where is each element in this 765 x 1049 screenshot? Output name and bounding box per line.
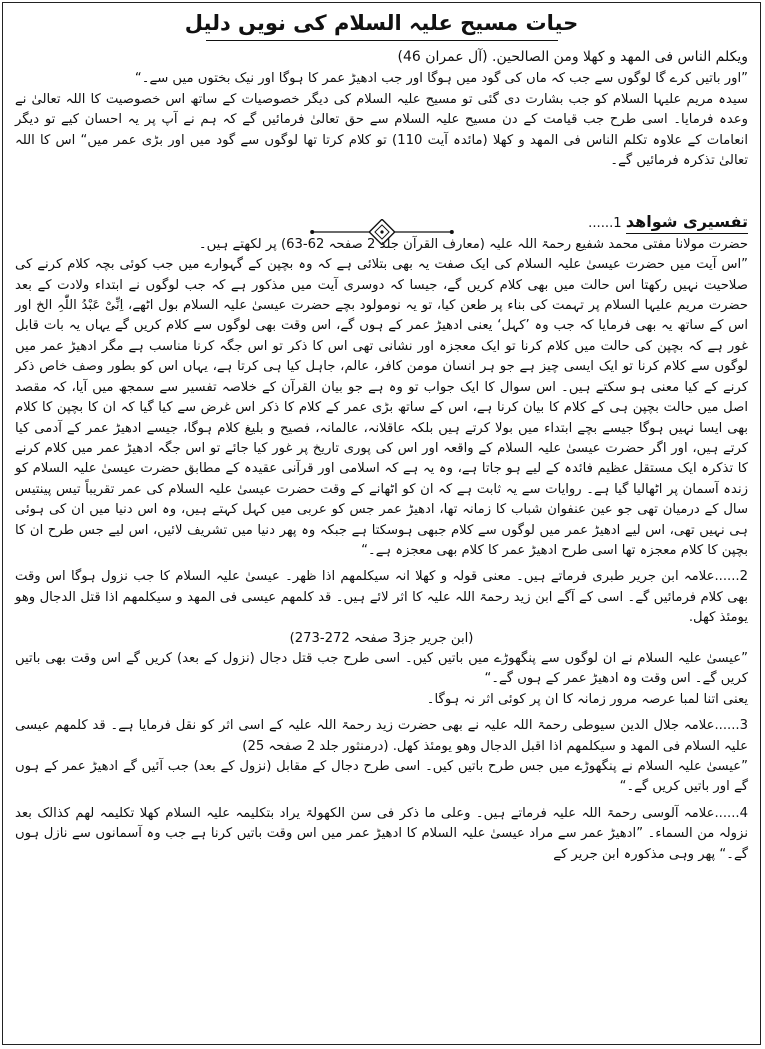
item2-note: یعنی اتنا لمبا عرصہ مرور زمانہ کا ان پر کوئی اثر نہ ہوگا۔	[426, 691, 748, 707]
item3-paragraph	[15, 716, 748, 757]
item2-number: 2......	[714, 569, 748, 585]
item1-number: 1......	[588, 216, 622, 232]
item1-intro: حضرت مولانا مفتی محمد شفیع رحمۃ اللہ علیہ (معارف القرآن جلد 2 صفحہ 62-63) پر لکھتے ہیں۔	[198, 236, 748, 252]
item4-text: علامہ آلوسی رحمۃ اللہ علیہ فرماتے ہیں۔ وعلی ما ذکر فی سن الکھولۃ یراد بتکلیمہ علیہ السلام کھلا تکلیمہ لھم کذالک بعد نزولہ من السماء۔ ”ادھیڑ عمر سے مراد عیسیٰ علیہ السلام کا ادھیڑ عمر میں اس وقت باتیں کرنا ہے جب وہ آسمانوں سے نازل ہوں گے۔“ پھر وہی مذکورہ ابن جریر کے	[15, 805, 748, 862]
document-body	[15, 47, 748, 865]
section-heading: تفسیری شواھد	[626, 211, 748, 234]
item4-number: 4......	[714, 805, 748, 821]
item2-text: علامہ ابن جریر طبری فرماتے ہیں۔ معنی قولہ و کھلا انہ سیکلمھم اذا ظھر۔ عیسیٰ علیہ السلام کا جب نزول ہوگا اس وقت بھی کلام فرمائیں گے۔ اسی کے آگے ابن زید رحمۃ اللہ علیہ کا اثر لائے ہیں۔ قد کلمھم عیسی فی المھد و سیکلمھم اذا قتل الدجال وھو یومئذ کھل.	[15, 569, 748, 626]
verse-translation: ”اور باتیں کرے گا لوگوں سے جب کہ ماں کی گود میں ہوگا اور جب ادھیڑ عمر کا ہوگا اور نیک بختوں میں سے۔“	[134, 71, 748, 87]
item2-reference: (ابن جریر جز3 صفحہ 272-273)	[289, 630, 474, 646]
item3-text: علامہ جلال الدین سیوطی رحمۃ اللہ علیہ نے بھی حضرت زید رحمۃ اللہ علیہ کے اسی اثر کو نقل فرمایا ہے۔ قد کلمھم عیسی علیہ السلام فی المھد و سیکلمھم اذا اقبل الدجال وھو یومئذ کھل. (درمنثور جلد 2 صفحہ 25)	[15, 718, 748, 754]
item4-paragraph	[15, 804, 748, 865]
item3-number: 3......	[714, 718, 748, 734]
item3-quote: ”عیسیٰ علیہ السلام نے پنگھوڑے میں جس طرح باتیں کیں۔ اسی طرح دجال کے مقابل (نزول کے بعد) جب آئیں گے ادھیڑ عمر کے ہوں گے اور باتیں کریں گے۔“	[15, 759, 748, 795]
item1-quote: ”اس آیت میں حضرت عیسیٰ علیہ السلام کی ایک صفت یہ بھی بتلائی ہے کہ وہ بچپن کے گہوارے میں جب کوئی بچہ کلام کرنے کی صلاحیت نہیں رکھتا اس حالت میں بھی کلام کریں گے، جیسا کہ دوسری آیت میں مذکور ہے کہ جب لوگوں نے ابتداء ولادت کے بعد حضرت مریم علیہا السلام پر تہمت کی بناء پر طعن کیا، تو یہ نومولود بچے حضرت عیسیٰ علیہ السلام بول اٹھے، اِنِّیْ عَبْدُ اللّٰہِ الخ اور اس کے ساتھ یہ بھی فرمایا کہ جب وہ ’کہل‘ یعنی ادھیڑ عمر کے ہوں گے، اس وقت بھی لوگوں سے کلام کریں گے یہاں یہ بات قابل غور ہے کہ بچپن کی حالت میں کلام کرنا تو ایک معجزہ اور نشانی تھی اس کا ذکر تو اس جگہ کرنا مناسب ہے مگر ادھیڑ عمر میں لوگوں سے کلام کرنا تو ایک ایسی چیز ہے جو ہر انسان مومن کافر، عالم، جاہل کیا ہی کرتا ہے، یہاں اس کو بطور وصف خاص ذکر کرنے کے کیا معنی ہو سکتے ہیں۔ اس سوال کا ایک جواب تو وہ ہے جو بیان القرآن کے خلاصہ تفسیر سے سمجھ میں آیا، کہ مقصد اصل میں حالت بچپن ہی کے کلام کا بیان کرنا ہے، اس کے ساتھ بڑی عمر کے کلام کا ذکر اس غرض سے کیا گیا کہ ان کا بچپن کا کلام بھی ایسا نہیں ہوگا جیسے بچے ابتداء میں بولا کرتے ہیں بلکہ عاقلانہ، عالمانہ، فصیح و بلیغ کلام ہوگا، جیسے ادھیڑ عمر کے آدمی کیا کرتے ہیں، اور اگر حضرت عیسیٰ علیہ السلام کے واقعہ اور اس کی پوری تاریخ پر غور کیا جائے تو اس جگہ ادھیڑ عمر میں کلام کرنے کا تذکرہ ایک مستقل عظیم فائدہ کے لیے ہو جاتا ہے، وہ یہ ہے کہ اسلامی اور قرآنی عقیدہ کے مطابق حضرت عیسیٰ علیہ السلام کو زندہ آسمان پر اٹھالیا گیا ہے۔ روایات سے یہ ثابت ہے کہ ان کو اٹھانے کے وقت حضرت عیسیٰ علیہ السلام کی عمر تقریباً تیس پینتیس سال کے درمیان تھی جو عین عنفوان شباب کا زمانہ تھا، ادھیڑ عمر جس کو عربی میں کہل کہتے ہیں، وہ اس دنیا میں ان کی ہوئی ہی نہیں تھی، اس لیے ادھیڑ عمر میں لوگوں سے کلام جبھی ہوسکتا ہے جبکہ وہ پھر دنیا میں تشریف لائیں، اس لیے جس طرح ان کا بچپن کا کلام معجزہ تھا اسی طرح ادھیڑ عمر کا کلام بھی معجزہ ہے۔“	[15, 257, 748, 558]
item2-paragraph	[15, 567, 748, 628]
section-heading-row	[15, 211, 748, 234]
title-underline	[206, 40, 558, 41]
item2-quote: ”عیسیٰ علیہ السلام نے ان لوگوں سے پنگھوڑے میں باتیں کیں۔ اسی طرح جب قتل دجال (نزول کے بعد) کریں گے اس وقت بھی باتیں کریں گے۔ اس وقت وہ ادھیڑ عمر کے ہوں گے۔“	[15, 650, 748, 687]
page-frame	[2, 2, 761, 1045]
verse-arabic: ویکلم الناس فی المھد و کھلا ومن الصالحین. (آل عمران 46)	[397, 49, 748, 65]
intro-paragraph: سیدہ مریم علیہا السلام کو جب بشارت دی گئی تو مسیح علیہ السلام کی دیگر خصوصیات کے ساتھ اس خصوصیت کا اللہ تعالیٰ نے وعدہ فرمایا۔ اسی طرح جب قیامت کے دن مسیح علیہ السلام سے حق تعالیٰ فرمائیں گے کہ ہم نے آپ پر یہ احسان کیے تو دیگر انعامات کے علاوہ تکلم الناس فی المھد و کھلا (مائدہ آیت 110) تو کلام کرتا تھا لوگوں سے گود میں اور بڑی عمر میں“ اس کا اللہ تعالیٰ تذکرہ فرمائیں گے۔	[15, 91, 748, 169]
page-title: حیات مسیح علیہ السلام کی نویں دلیل	[184, 11, 579, 35]
ornament-spacer	[15, 171, 748, 209]
